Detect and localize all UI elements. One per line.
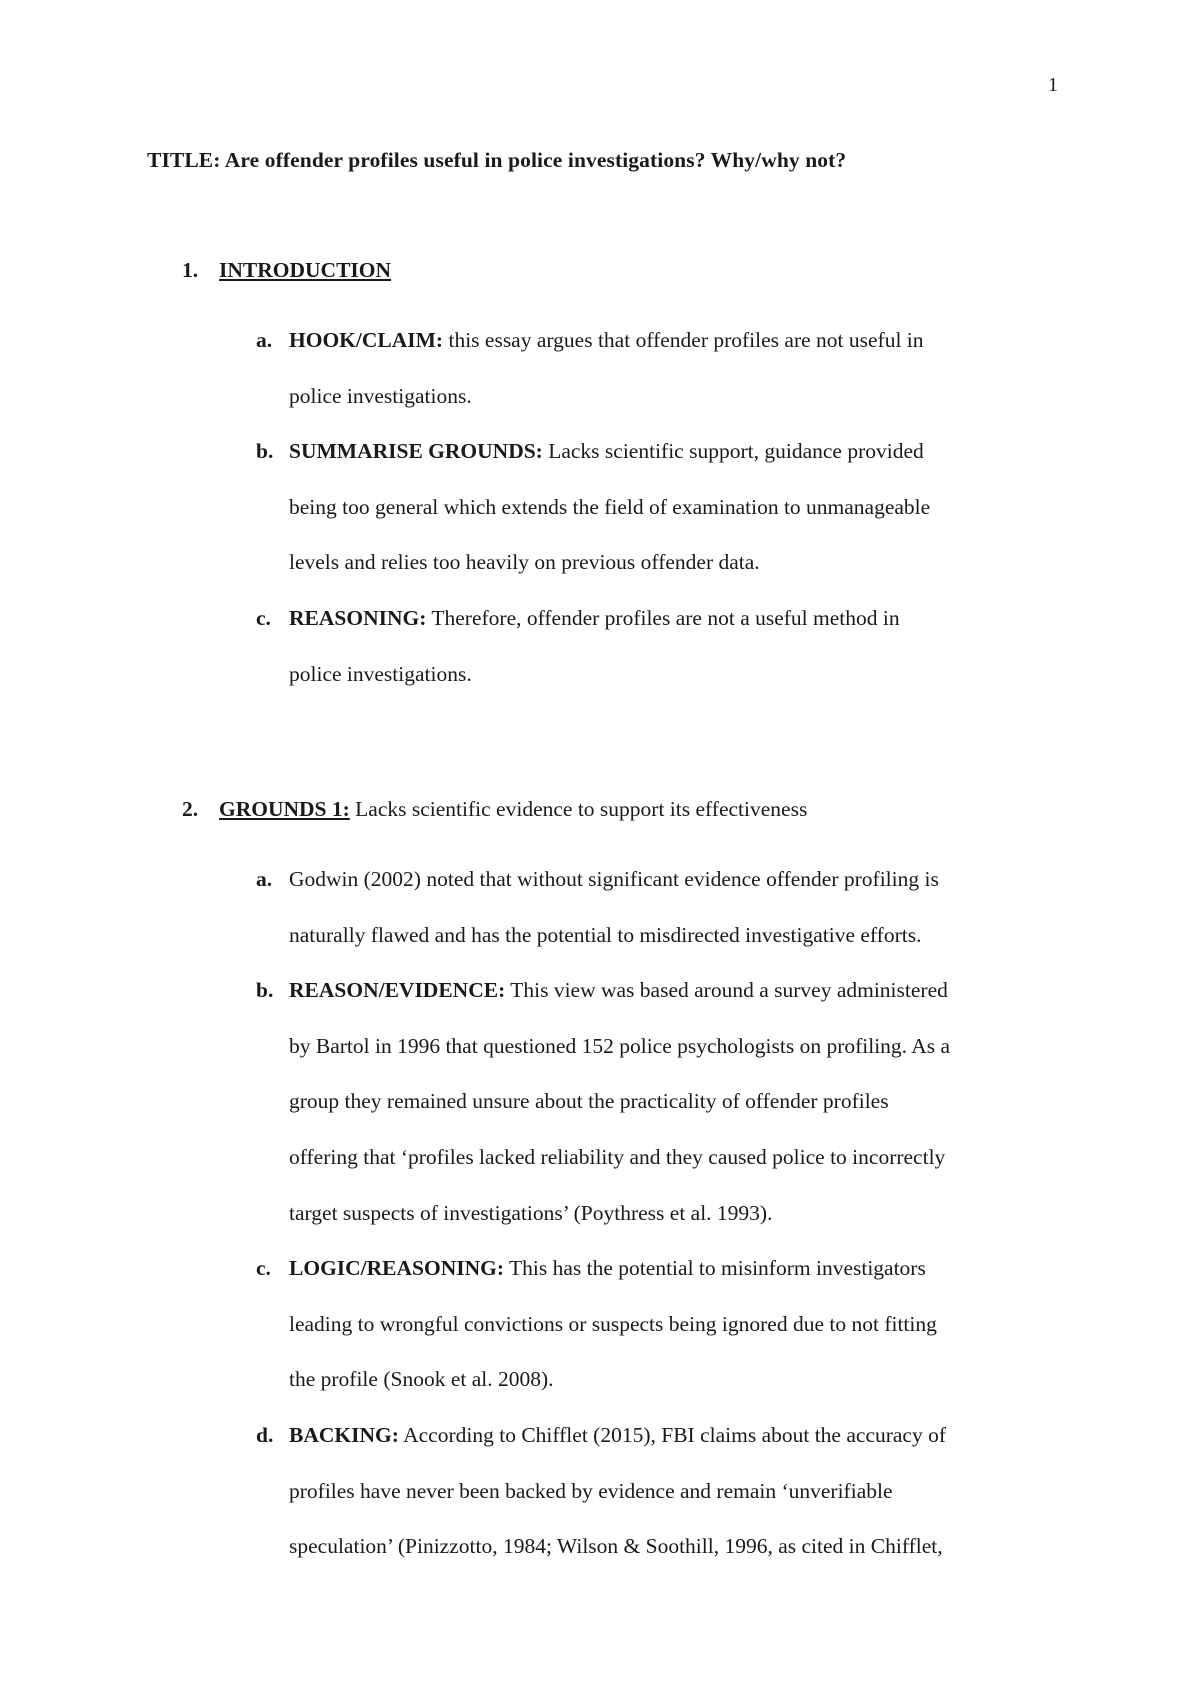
item-letter: c. <box>256 605 271 630</box>
section-heading-label: GROUNDS 1: <box>219 797 350 821</box>
item-text: This has the potential to misinform investigators leading to wrongful convictions or suspects being ignored due to not fitting the profile (Snook et al. 2008). <box>289 1256 937 1392</box>
list-item <box>256 963 956 1241</box>
essay-title: TITLE: Are offender profiles useful in police investigations? Why/why not? <box>147 148 847 172</box>
item-text: this essay argues that offender profiles are not useful in police investigations. <box>289 328 924 408</box>
item-label: SUMMARISE GROUNDS: <box>289 439 543 464</box>
item-letter: d. <box>256 1422 274 1447</box>
section-items <box>256 852 956 1575</box>
item-text: This view was based around a survey administered by Bartol in 1996 that questioned 152 police psychologists on profiling. As a group they remained unsure about the practicality of offender profiles offering that ‘profiles lacked reliability and they caused police to incorrectly target suspects of investigations’ (Poythress et al. 1993). <box>289 978 951 1225</box>
page-number: 1 <box>1048 74 1058 96</box>
list-item <box>256 1408 956 1575</box>
item-text: Therefore, offender profiles are not a useful method in police investigations. <box>289 605 900 686</box>
item-text: Lacks scientific support, guidance provided being too general which extends the field of examination to unmanageable levels and relies too heavily on previous offender data. <box>289 439 931 575</box>
item-letter: b. <box>256 978 274 1003</box>
item-label: HOOK/CLAIM: <box>289 328 444 352</box>
section-heading <box>219 258 391 283</box>
list-item <box>256 1241 956 1408</box>
list-item <box>256 591 956 702</box>
item-text: Godwin (2002) noted that without significant evidence offender profiling is naturally flawed and has the potential to misdirected investigative efforts. <box>289 867 939 947</box>
item-label: REASON/EVIDENCE: <box>289 978 506 1003</box>
item-label: BACKING: <box>289 1422 399 1447</box>
item-letter: c. <box>256 1256 271 1281</box>
section-heading <box>219 797 807 822</box>
item-letter: a. <box>256 867 273 891</box>
list-item <box>256 852 956 963</box>
section-heading-text: Lacks scientific evidence to support its effectiveness <box>349 797 808 821</box>
item-letter: b. <box>256 439 274 464</box>
section-number: 2. <box>182 797 199 821</box>
item-label: REASONING: <box>289 605 427 630</box>
list-item <box>256 313 956 424</box>
section-number: 1. <box>182 258 199 282</box>
section-items <box>256 313 956 702</box>
list-item <box>256 424 956 591</box>
item-letter: a. <box>256 328 273 352</box>
item-text: According to Chifflet (2015), FBI claims about the accuracy of profiles have never been backed by evidence and remain ‘unverifiable speculation’ (Pinizzotto, 1984; Wilson & Soothill, 1996, as cited in Chifflet, <box>289 1422 947 1559</box>
section-heading-label: INTRODUCTION <box>219 258 392 282</box>
item-label: LOGIC/REASONING: <box>289 1256 505 1281</box>
